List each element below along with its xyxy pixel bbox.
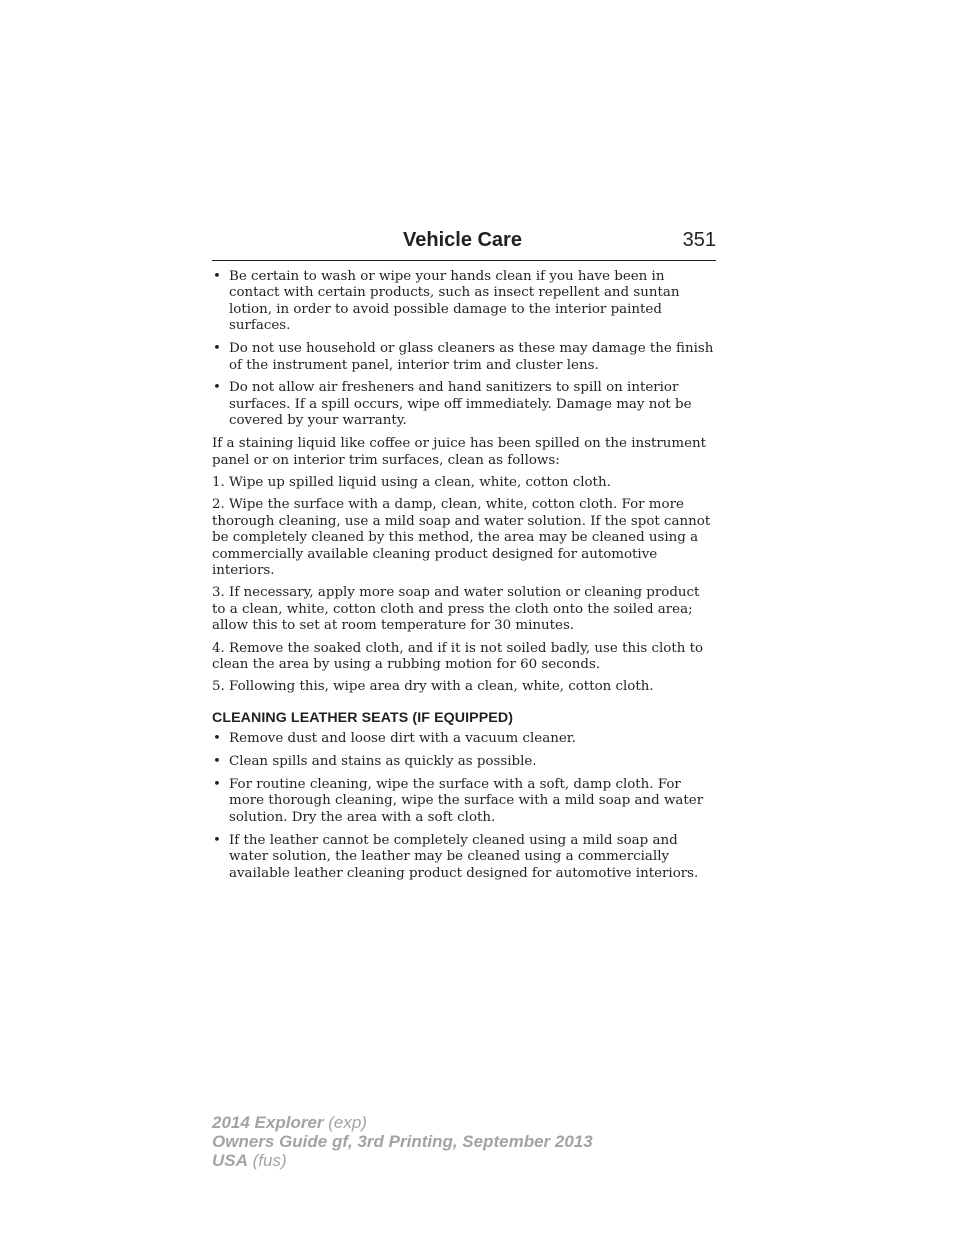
footer-line-market [212,1151,593,1170]
intro-bullet-list [212,269,716,430]
footer-line-model [212,1113,593,1132]
footer-model-name: 2014 Explorer [212,1113,324,1132]
section-title: Vehicle Care [403,229,522,251]
step-5: 5. Following this, wipe area dry with a clean, white, cotton cloth. [212,679,654,695]
staining-intro-paragraph: If a staining liquid like coffee or juice has been spilled on the instrument panel or on interior trim surfaces, clean as follows: [212,436,707,468]
page-content [212,229,716,889]
list-item: • Do not use household or glass cleaners as these may damage the finish of the instrument panel, interior trim and cluster lens. [212,341,716,374]
page-number: 351 [682,229,716,251]
page-footer [212,1113,593,1170]
page-header [212,229,716,261]
leather-section-heading: CLEANING LEATHER SEATS (IF EQUIPPED) [212,709,514,726]
footer-market-code: (fus) [247,1151,287,1170]
footer-model-code: (exp) [323,1113,367,1132]
footer-line-printing [212,1132,593,1151]
step-3: 3. If necessary, apply more soap and water solution or cleaning product to a clean, white, cotton cloth and press the cloth onto the soiled area; allow this to set at room temperature for 30 minutes. [212,585,700,634]
footer-market: USA [212,1151,248,1170]
step-4: 4. Remove the soaked cloth, and if it is not soiled badly, use this cloth to clean the area by using a rubbing motion for 60 seconds. [212,640,704,673]
step-1: 1. Wipe up spilled liquid using a clean, white, cotton cloth. [212,474,611,490]
step-2: 2. Wipe the surface with a damp, clean, white, cotton cloth. For more thorough cleaning, use a mild soap and water solution. If the spot cannot be completely cleaned by this method, the area may be cleaned using a commercially available cleaning product designed for automotive interiors. [212,497,711,578]
list-item: • Do not allow air fresheners and hand sanitizers to spill on interior surfaces. If a spill occurs, wipe off immediately. Damage may not be covered by your warranty. [212,380,716,429]
list-item: • Be certain to wash or wipe your hands clean if you have been in contact with certain products, such as insect repellent and suntan lotion, in order to avoid possible damage to the interior painted surfaces. [212,269,716,335]
list-item: • Remove dust and loose dirt with a vacuum cleaner. [212,731,716,747]
leather-bullet-list [212,731,716,882]
list-item: • For routine cleaning, wipe the surface with a soft, damp cloth. For more thorough cleaning, wipe the surface with a mild soap and water solution. Dry the area with a soft cloth. [212,777,716,826]
footer-printing: Owners Guide gf, 3rd Printing, September 2013 [212,1132,593,1151]
list-item: • Clean spills and stains as quickly as possible. [212,754,716,770]
body-text [212,269,716,882]
list-item: • If the leather cannot be completely cleaned using a mild soap and water solution, the leather may be cleaned using a commercially available leather cleaning product designed for automotive interiors. [212,833,716,882]
